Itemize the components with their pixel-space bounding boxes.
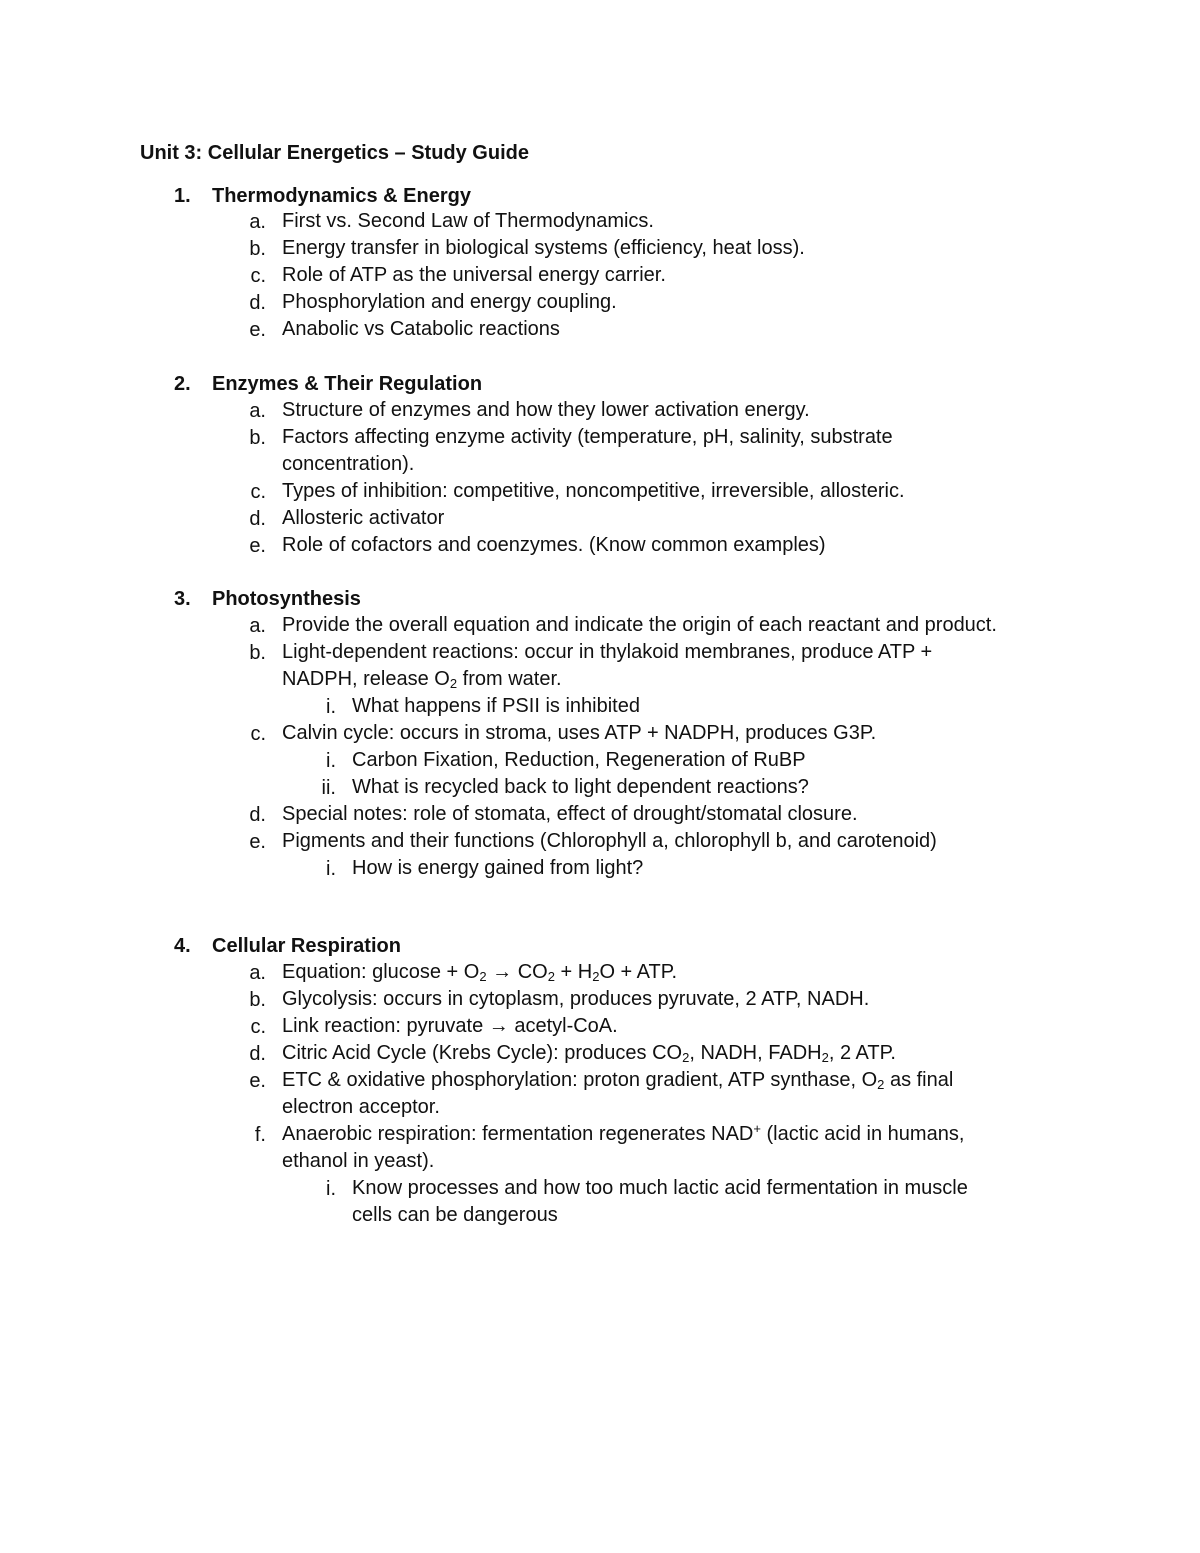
list-item: First vs. Second Law of Thermodynamics. <box>282 210 654 232</box>
list-item-line: Factors affecting enzyme activity (temperature, pH, salinity, substrate <box>282 426 893 448</box>
subscript: 2 <box>877 1077 885 1092</box>
section-number: 2. <box>174 373 191 395</box>
list-item: Provide the overall equation and indicate the origin of each reactant and product. <box>282 614 997 636</box>
item-label: c. <box>250 723 266 745</box>
item-label: c. <box>250 481 266 503</box>
list-item <box>282 959 1072 986</box>
list-item: Energy transfer in biological systems (efficiency, heat loss). <box>282 237 805 259</box>
list-item-line: electron acceptor. <box>282 1096 440 1118</box>
text-run: Equation: glucose + O <box>282 961 480 983</box>
sub-list-item: How is energy gained from light? <box>352 857 644 879</box>
item-label: e. <box>249 319 266 341</box>
text-run: Citric Acid Cycle (Krebs Cycle): produces CO <box>282 1042 683 1064</box>
section-number: 3. <box>174 588 191 610</box>
section-number: 1. <box>174 185 191 207</box>
sub-item-label: i. <box>326 858 336 880</box>
list-item: Structure of enzymes and how they lower activation energy. <box>282 399 810 421</box>
item-label: a. <box>249 615 266 637</box>
text-run: (lactic acid in humans, <box>760 1123 965 1145</box>
item-label: e. <box>249 831 266 853</box>
item-label: b. <box>249 427 266 449</box>
list-item-line: ethanol in yeast). <box>282 1150 435 1172</box>
list-item <box>282 1040 1072 1067</box>
list-item: Link reaction: pyruvate → acetyl-CoA. <box>282 1015 618 1037</box>
list-item: Glycolysis: occurs in cytoplasm, produces pyruvate, 2 ATP, NADH. <box>282 988 870 1010</box>
item-label: d. <box>249 508 266 530</box>
sub-item-label: i. <box>326 696 336 718</box>
item-label: e. <box>249 1070 266 1092</box>
section-title: Cellular Respiration <box>212 935 401 957</box>
text-run: → CO <box>486 961 548 983</box>
list-item-line: cells can be dangerous <box>352 1204 558 1226</box>
sub-list-item: What happens if PSII is inhibited <box>352 695 640 717</box>
subscript: 2 <box>479 969 487 984</box>
list-item: Calvin cycle: occurs in stroma, uses ATP + NADPH, produces G3P. <box>282 722 877 744</box>
list-item <box>282 1067 1072 1121</box>
subscript: 2 <box>449 676 458 691</box>
sub-list-item: What is recycled back to light dependent reactions? <box>352 776 809 798</box>
list-item: Types of inhibition: competitive, noncompetitive, irreversible, allosteric. <box>282 480 905 502</box>
superscript: + <box>753 1121 761 1136</box>
list-item: Allosteric activator <box>282 507 445 529</box>
item-label: a. <box>249 211 266 233</box>
item-label: c. <box>250 265 266 287</box>
list-item-line <box>282 666 1072 693</box>
item-label: c. <box>250 1016 266 1038</box>
item-label: e. <box>249 535 266 557</box>
item-label: d. <box>249 292 266 314</box>
subscript: 2 <box>547 969 555 984</box>
list-item-line: concentration). <box>282 453 415 475</box>
item-label: a. <box>249 962 266 984</box>
list-item: Anabolic vs Catabolic reactions <box>282 318 560 340</box>
text-run: ETC & oxidative phosphorylation: proton gradient, ATP synthase, O <box>282 1069 878 1091</box>
list-item-line <box>282 1067 1072 1094</box>
text-run: as final <box>884 1069 954 1091</box>
subscript: 2 <box>682 1050 690 1065</box>
list-item-line: Light-dependent reactions: occur in thylakoid membranes, produce ATP + <box>282 641 933 663</box>
list-item: Phosphorylation and energy coupling. <box>282 291 617 313</box>
list-item-line: Know processes and how too much lactic acid fermentation in muscle <box>352 1177 968 1199</box>
sub-list-item <box>352 1175 1052 1229</box>
list-item: Role of cofactors and coenzymes. (Know common examples) <box>282 534 826 556</box>
item-label: b. <box>249 989 266 1011</box>
sub-item-label: i. <box>326 1178 336 1200</box>
sub-item-label: ii. <box>321 777 336 799</box>
list-item: Role of ATP as the universal energy carrier. <box>282 264 666 286</box>
list-item: Special notes: role of stomata, effect of drought/stomatal closure. <box>282 803 858 825</box>
item-label: b. <box>249 642 266 664</box>
list-item <box>282 424 1072 478</box>
list-item <box>282 639 1072 693</box>
subscript: 2 <box>592 969 600 984</box>
text-run: + H <box>554 961 593 983</box>
text-run: , NADH, FADH <box>689 1042 822 1064</box>
item-label: a. <box>249 400 266 422</box>
section-number: 4. <box>174 935 191 957</box>
list-item-line <box>282 1121 1072 1148</box>
text-run: NADPH, release O <box>282 668 450 690</box>
section-title: Enzymes & Their Regulation <box>212 373 483 395</box>
section-title: Photosynthesis <box>212 588 361 610</box>
item-label: d. <box>249 1043 266 1065</box>
text-run: from water. <box>457 668 562 690</box>
sub-list-item: Carbon Fixation, Reduction, Regeneration of RuBP <box>352 749 806 771</box>
list-item: Pigments and their functions (Chlorophyll a, chlorophyll b, and carotenoid) <box>282 830 937 852</box>
sub-item-label: i. <box>326 750 336 772</box>
text-run: , 2 ATP. <box>828 1042 896 1064</box>
section-title: Thermodynamics & Energy <box>212 185 471 207</box>
item-label: d. <box>249 804 266 826</box>
item-label: b. <box>249 238 266 260</box>
item-label: f. <box>254 1124 266 1146</box>
text-run: Anaerobic respiration: fermentation regenerates NAD <box>282 1123 754 1145</box>
subscript: 2 <box>821 1050 829 1065</box>
text-run: O + ATP. <box>599 961 678 983</box>
list-item <box>282 1121 1072 1175</box>
page-title: Unit 3: Cellular Energetics – Study Guide <box>140 142 529 164</box>
